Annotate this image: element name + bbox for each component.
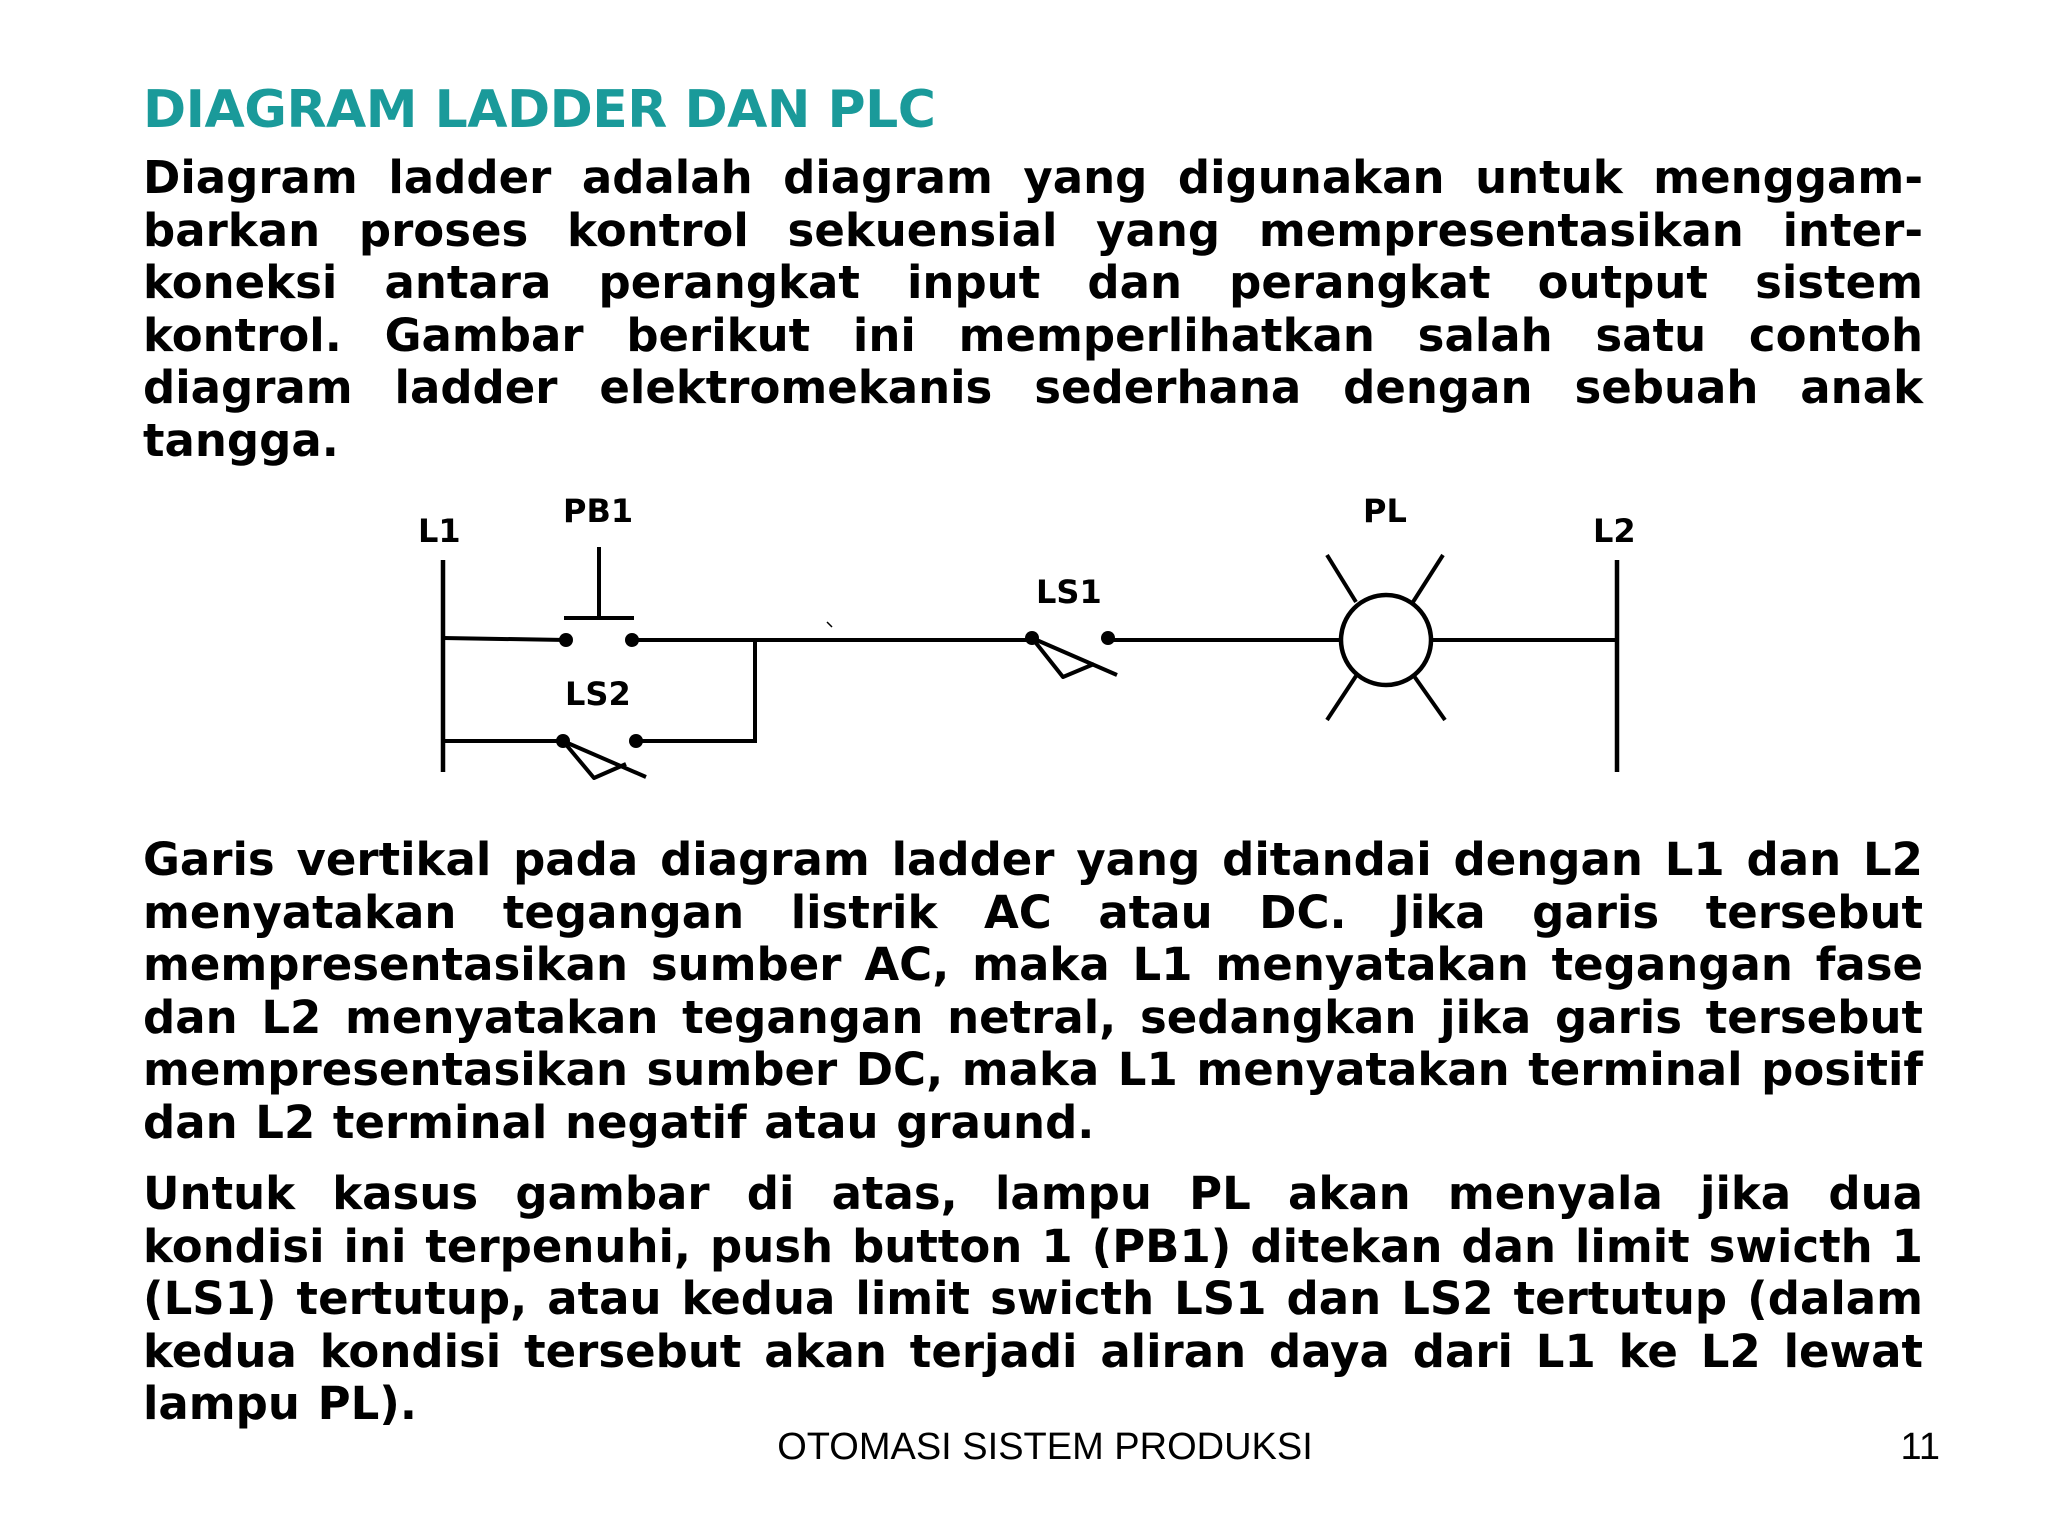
pilot-lamp-pl-symbol [1327,555,1445,720]
label-ls2: LS2 [565,675,631,713]
label-ls1: LS1 [1036,573,1102,611]
limit-switch-ls1-symbol [1025,631,1117,677]
paragraph-conditions: Untuk kasus gambar di atas, lampu PL akan menyala jika dua kondisi ini terpenuhi, push button 1 (PB1) ditekan dan limit swicth 1 (LS1) tertutup, atau kedua limit swicth LS1 dan LS2 tertutup (dalam kedua kondisi tersebut akan terjadi aliran daya dari L1 ke L2 lewat lampu PL). [143,1167,1923,1430]
paragraph-rails: Garis vertikal pada diagram ladder yang ditandai dengan L1 dan L2 menyatakan tegangan listrik AC atau DC. Jika garis tersebut mempresentasikan sumber AC, maka L1 menyatakan tegangan fase dan L2 menyatakan tegangan netral, sedangkan jika garis tersebut mempresentasikan sumber DC, maka L1 menyatakan terminal positif dan L2 terminal negatif atau graund. [143,833,1923,1149]
pushbutton-pb1-symbol [559,547,639,647]
page-number: 11 [1900,1426,1940,1468]
slide-title: DIAGRAM LADDER DAN PLC [143,80,936,140]
label-pl: PL [1363,492,1407,530]
paragraph-intro: Diagram ladder adalah diagram yang digunakan untuk menggambarkan proses kontrol sekuensial yang mempresentasikan interkoneksi antara perangkat input dan perangkat output sistem kontrol. Gambar berikut ini memperlihatkan salah satu contoh diagram ladder elektromekanis sederhana dengan sebuah anak tangga. [143,151,1923,467]
rung-wire [443,638,566,640]
footer-title: OTOMASI SISTEM PRODUKSI [777,1426,1313,1468]
label-l2: L2 [1593,512,1636,550]
label-pb1: PB1 [563,492,634,530]
label-l1: L1 [418,512,461,550]
limit-switch-ls2-symbol [556,734,646,778]
